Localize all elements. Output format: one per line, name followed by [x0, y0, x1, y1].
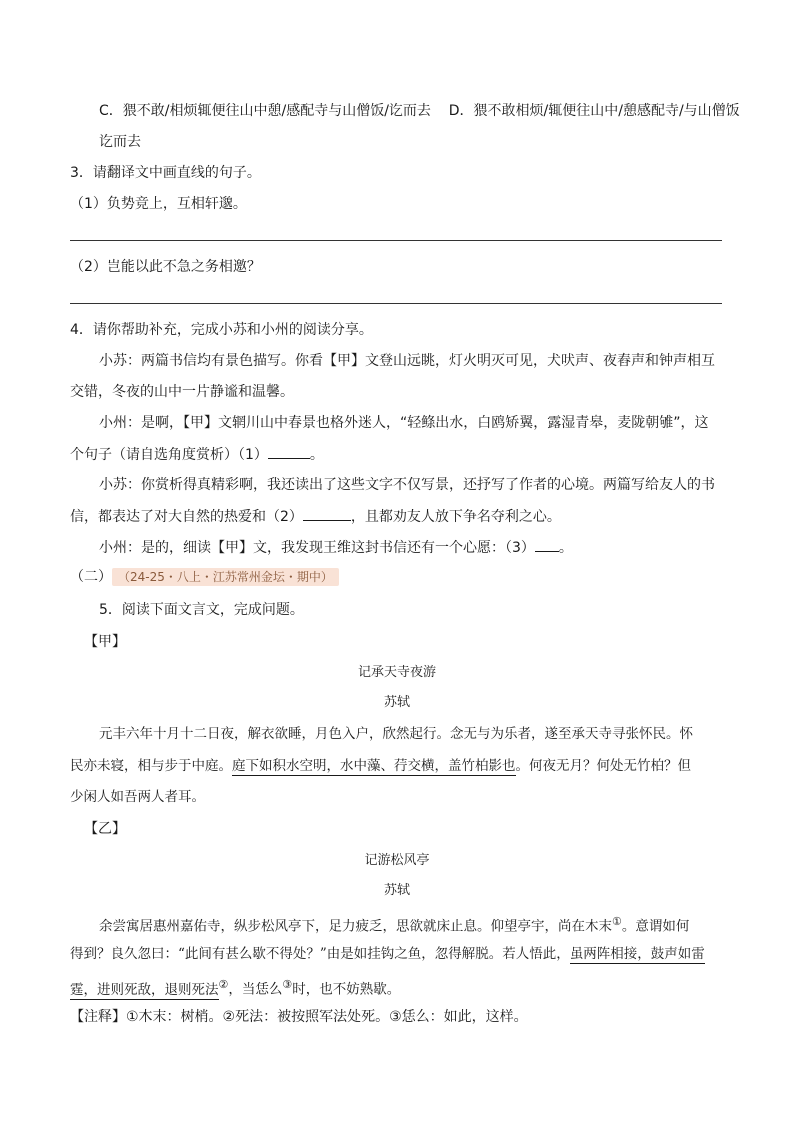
dialog-zhou-1-line-2: 个句子（请自选角度赏析）（1） 。	[70, 444, 324, 465]
passage-jia-title: 记承天寺夜游	[357, 665, 436, 680]
underlined-sentence-yi-part-1: 虽两阵相接，鼓声如雷	[569, 946, 705, 962]
option-c-d-line	[99, 101, 740, 121]
passage-yi-title: 记游松风亭	[364, 853, 430, 868]
note-marker-1: ①	[612, 915, 622, 928]
note-marker-3: ③	[282, 978, 293, 991]
option-d: D．猥不敢相烦/辄便往山中/憩感配寺/与山僧饭	[448, 103, 740, 119]
passage-jia-label: 【甲】	[84, 634, 126, 650]
dialog-su-1-line-2: 交错，冬夜的山中一片静谧和温馨。	[70, 384, 294, 400]
underlined-sentence-yi-part-2: 霆，进则死敌，退则死法	[70, 981, 219, 998]
passage-jia-line-3: 少闲人如吾两人者耳。	[70, 789, 205, 805]
dialog-zhou-2: 小州：是的，细读【甲】文，我发现王维这封书信还有一个心愿：（3） 。	[99, 537, 573, 558]
passage-yi-author: 苏轼	[383, 883, 410, 898]
blank-3[interactable]	[535, 537, 559, 552]
passage-jia-line-1: 元丰六年十月十二日夜，解衣欲睡，月色入户，欣然起行。念无与为乐者，遂至承天寺寻张怀民。怀	[99, 726, 693, 742]
question-3-item-2: （2）岂能以此不急之务相邀？	[70, 259, 261, 275]
dialog-su-2-line-2: 信，都表达了对大自然的热爱和（2） ，且都劝友人放下争名夺利之心。	[70, 506, 561, 527]
option-d-continued: 讫而去	[99, 134, 141, 150]
source-tag: （24-25・八上・江苏常州金坛・期中）	[112, 568, 339, 586]
passage-yi-line-3: 霆，进则死敌，退则死法②，当恁么③时，也不妨熟歇。	[70, 978, 401, 998]
dialog-zhou-1-line-1: 小州：是啊，【甲】文辋川山中春景也格外迷人，“轻鲦出水，白鸥矫翼，露湿青皋，麦陇朝雊”，这	[99, 415, 709, 431]
question-5-title: 5．阅读下面文言文，完成问题。	[99, 602, 304, 618]
section-2-header	[70, 567, 339, 587]
section-2-label: （二）	[70, 569, 112, 585]
underlined-sentence-jia: 庭下如积水空明，水中藻、荇交横，盖竹柏影也	[232, 758, 516, 774]
passage-jia-line-2: 民亦未寝，相与步于中庭。庭下如积水空明，水中藻、荇交横，盖竹柏影也。何夜无月？何处无竹柏？但	[70, 758, 691, 774]
answer-line-2[interactable]	[70, 303, 722, 304]
note-marker-2: ②	[218, 978, 229, 991]
blank-1[interactable]	[268, 444, 310, 459]
passage-yi-line-2: 得到？良久忽曰：“此间有甚么歇不得处？”由是如挂钩之鱼，忽得解脱。若人悟此，虽两阵相接，鼓声如雷	[70, 946, 705, 962]
passage-jia-author: 苏轼	[383, 695, 410, 710]
passage-yi-label: 【乙】	[84, 821, 126, 837]
dialog-su-1-line-1: 小苏：两篇书信均有景色描写。你看【甲】文登山远眺，灯火明灭可见，犬吠声、夜舂声和钟声相互	[99, 353, 715, 369]
passage-yi-line-1: 余尝寓居惠州嘉佑寺，纵步松风亭下，足力疲乏，思欲就床止息。仰望亭宇，尚在木末①。意谓如何	[99, 915, 690, 935]
question-3-title: 3．请翻译文中画直线的句子。	[70, 165, 261, 181]
option-c: C．猥不敢/相烦辄便往山中憩/感配寺与山僧饭/讫而去	[99, 103, 431, 119]
dialog-su-2-line-1: 小苏：你赏析得真精彩啊，我还读出了这些文字不仅写景，还抒写了作者的心境。两篇写给友人的书	[99, 477, 715, 493]
blank-2[interactable]	[303, 506, 351, 521]
annotation-notes: 【注释】①木末：树梢。②死法：被按照军法处死。③恁么：如此，这样。	[70, 1009, 528, 1025]
question-4-title: 4．请你帮助补充，完成小苏和小州的阅读分享。	[70, 322, 373, 338]
question-3-item-1: （1）负势竞上，互相轩邈。	[70, 196, 247, 212]
answer-line-1[interactable]	[70, 240, 722, 241]
